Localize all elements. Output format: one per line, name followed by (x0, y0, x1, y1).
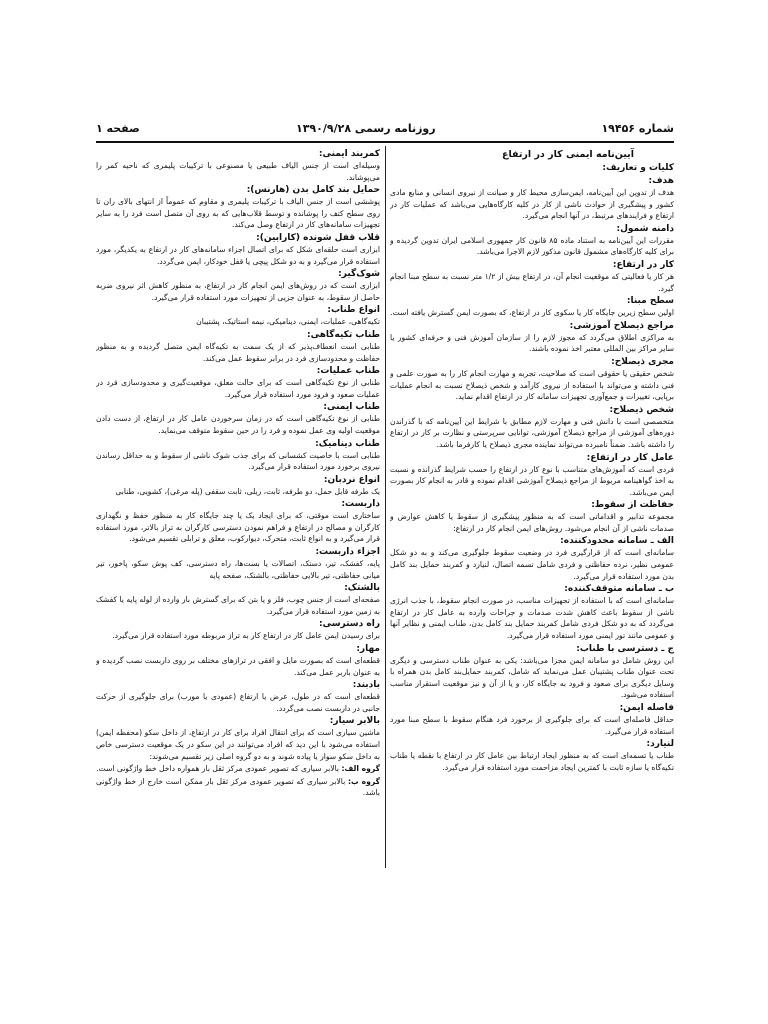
section (390, 259, 674, 294)
section-heading: ب ـ سامانه متوقف‌کننده: (564, 584, 674, 595)
section-text: حداقل فاصله‌ای است که برای جلوگیری از برخورد فرد هنگام سقوط با سطح مبنا مورد استفاده قرار می‌گیرد. (390, 715, 674, 736)
section (390, 162, 674, 174)
page-number: صفحه ۱ (96, 122, 140, 135)
section-text: تکیه‌گاهی، عملیات، ایمنی، دینامیکی، نیمه استاتیک، پشتیبان (196, 317, 380, 327)
section (390, 175, 674, 222)
section (96, 498, 380, 545)
section-heading: لنیارد: (646, 739, 674, 750)
section-text: صفحه‌ای است از جنس چوب، فلز و یا بتن که برای گسترش بار وارده از لوله پایه یا کفشک به زمین مورد استفاده قرار می‌گیرد. (96, 595, 380, 616)
section-text: طنابی است انعطاف‌پذیر که از یک سمت به تکیه‌گاه ایمن متصل گردیده و به منظور حفاظت و محدودسازی فرد در برابر سقوط عمل می‌کند. (96, 341, 380, 363)
section-text: طناب یا تسمه‌ای است که به منظور ایجاد ارتباط بین عامل کار در ارتفاع با نقطه یا طناب تکیه‌گاه یا سازه ثابت با کمترین ایجاد مزاحمت مورد استفاده قرار می‌گیرد. (390, 751, 674, 772)
group-b-label: گروه ب: (347, 776, 380, 786)
section-text: یک طرفه قابل حمل، دو طرفه، ثابت، ریلی، ثابت سقفی (پله مرغی)، کشویی، طنابی (115, 486, 380, 496)
section (390, 535, 674, 582)
section (96, 268, 380, 303)
section-heading: شوک‌گیر: (338, 269, 380, 280)
section-heading: مجری ذیصلاح: (611, 356, 674, 367)
section (96, 618, 380, 642)
group-a-paragraph (96, 763, 380, 775)
section-heading: کلیات و تعاریف: (602, 163, 674, 173)
section (390, 404, 674, 451)
section-text: ابزاری است که در روش‌های ایمن انجام کار در ارتفاع، به منظور کاهش اثر نیروی ضربه حاصل از سقوط، به عنوان جزیی از تجهیزات مورد استفاده قرار می‌گیرد. (96, 281, 380, 302)
section-heading: ج ـ دسترسی با طناب: (576, 643, 674, 654)
section-heading: کمربند ایمنی: (318, 149, 380, 159)
section (390, 452, 674, 499)
section (390, 320, 674, 355)
section-heading: اجزاء داربست: (315, 547, 380, 558)
group-a-text: بالابر سیاری که تصویر عمودی مرکز ثقل بار همواره داخل خط واژگونی است. (96, 764, 340, 774)
section-heading: کار در ارتفاع: (612, 259, 674, 270)
section (96, 643, 380, 678)
document-title: آیین‌نامه ایمنی کار در ارتفاع (501, 149, 634, 160)
section (96, 148, 380, 183)
section-heading: حمایل بند کامل بدن (هارنس): (246, 185, 380, 196)
section (96, 329, 380, 364)
section-text: طنابی است با خاصیت کشسانی که برای جذب شوک ناشی از سقوط و به حداقل رساندن نیروی برخورد مورد استفاده قرار می‌گیرد. (96, 450, 380, 472)
section-heading: بالشتک: (344, 583, 380, 594)
section (96, 184, 380, 231)
section-text: فردی است که آموزش‌های متناسب با نوع کار در ارتفاع را حسب شرایط گذرانده و نسبت به اخذ گواهینامه مربوط از مراجع ذیصلاح آموزشی اقدام نموده و قادر به انجام کار بصورت ایمن می‌باشد. (390, 464, 674, 497)
section-text: هدف از تدوین این آیین‌نامه، ایمن‌سازی محیط کار و صیانت از نیروی انسانی و منابع مادی کشور و پیشگیری از حوادث ناشی از کار در کلیه کارگاه‌هایی می‌باشد که عملیات کار در ارتفاع و فرایندهای مرتبط، در آنها انجام می‌گیرد. (390, 188, 674, 221)
section-text: طنابی از نوع تکیه‌گاهی است که برای حالت معلق، موقعیت‌گیری و محدودسازی فرد در عملیات صعود و فرود مورد استفاده قرار می‌گیرد. (96, 378, 380, 399)
section (390, 295, 674, 319)
section (96, 546, 380, 581)
left-column (96, 148, 380, 878)
section (96, 679, 380, 714)
issue-number: شماره ۱۹۴۵۶ (601, 122, 674, 135)
section (96, 474, 380, 498)
section-heading: عامل کار در ارتفاع: (586, 452, 674, 463)
section (390, 356, 674, 403)
section (96, 401, 380, 436)
gazette-date: روزنامه رسمی ۱۳۹۰/۹/۲۸ (296, 122, 436, 135)
section-heading: انواع طناب: (327, 305, 380, 316)
section-heading: فاصله ایمن: (619, 703, 674, 713)
section (390, 499, 674, 534)
section (96, 232, 380, 267)
section-heading: طناب عملیات: (316, 366, 380, 377)
section-text: اولین سطح زیرین جایگاه کار یا سکوی کار در ارتفاع، که بصورت ایمن گسترش یافته است. (390, 308, 674, 318)
section-heading: طناب تکیه‌گاهی: (306, 329, 380, 340)
section-heading: مراجع ذیصلاح آموزشی: (569, 320, 674, 331)
section-text: شخص حقیقی یا حقوقی است که صلاحیت، تجربه و مهارت انجام کار را به صورت علمی و فنی داشته و می‌تواند با استفاده از نیروی کارآمد و شخص ذیصلاح نسبت به انجام عملیات برپایی، تغییرات و جمع‌آوری تجهیزات سامانه کار در ارتفاع اقدام نماید. (390, 368, 674, 402)
section-text: هر کار یا فعالیتی که موقعیت انجام آن، در ارتفاع بیش از ۱/۲ متر نسبت به سطح مبنا انجام گیرد. (390, 271, 674, 293)
section (390, 223, 674, 258)
section-text: مجموعه تدابیر و اقداماتی است که به منظور پیشگیری از سقوط یا کاهش عوارض و صدمات ناشی از آن انجام می‌شود. روش‌های ایمن انجام کار در ارتفاع: (390, 512, 674, 533)
section-heading: بالابر سیار: (329, 716, 380, 727)
section-text: پوششی است از جنس الیاف با ترکیبات پلیمری و مقاوم که عموماً از انتهای بالای ران تا روی سطح کتف را پوشانده و توسط قلاب‌هایی که به روی آن متصل است فرد را به سایر تجهیزات سامانه‌های کار در ارتفاع وصل می‌کند. (96, 197, 380, 230)
section-heading: راه دسترسی: (318, 619, 380, 630)
section (390, 643, 674, 701)
group-a-label: گروه الف: (341, 764, 380, 774)
right-column (390, 148, 674, 878)
section-text: به مراکزی اطلاق می‌گردد که مجوز لازم را از سازمان آموزش فنی و حرفه‌ای کشور یا سایر مراکز بین المللی معتبر اخذ نموده باشند. (390, 332, 674, 354)
section-text: متخصصی است با دانش فنی و مهارت لازم مطابق با شرایط این آیین‌نامه که با گذراندن دوره‌های آموزشی از مراجع ذیصلاح آموزشی، توانایی سرپرستی و نظارت بر کار در ارتفاع را داشته باشد. ضمناً نامبرده می‌تواند نماینده مجری ذیصلاح یا کارفرما باشد. (390, 416, 674, 449)
section-heading: طناب دینامیک: (315, 438, 380, 449)
left-sections (96, 148, 380, 762)
section-heading: شخص ذیصلاح: (609, 404, 674, 415)
section-text: پایه، کفشک، تیر، دستک، اتصالات یا بست‌ها، راه دسترسی، کف پوش سکو، پاخور، تیر میانی حفاظتی، تیر بالایی حفاظتی، بالشتک، صفحه پایه (96, 559, 380, 580)
section-text: ساختاری است موقتی، که برای ایجاد یک یا چند جایگاه کار به منظور حفظ و نگهداری کارگران و مصالح در ارتفاع و فراهم نمودن دسترسی کارگران به تراز بالاتر، مورد استفاده قرار می‌گیرد و به انواع ثابت، متحرک، دیوارکوب، معلق و ترابلی تقسیم می‌شود. (96, 511, 380, 544)
section (96, 365, 380, 400)
section-text: برای رسیدن ایمن عامل کار در ارتفاع کار به تراز مربوطه مورد استفاده قرار می‌گیرد. (112, 631, 380, 641)
section-heading: داربست: (341, 499, 380, 510)
section (390, 738, 674, 773)
header-rule (96, 141, 674, 143)
section (96, 438, 380, 473)
section (390, 583, 674, 641)
section-text: ابزاری است حلقه‌ای شکل که برای اتصال اجزاء سامانه‌های کار در ارتفاع به یکدیگر، مورد استفاده قرار می‌گیرد و به دو شکل پیچی یا قفل خودکار، ایمن می‌گردد. (96, 244, 380, 266)
section-text: سامانه‌ای است که با استفاده از تجهیزات مناسب، در صورت انجام سقوط، با جذب انرژی ناشی از سقوط باعث کاهش شدت صدمات و جراحات وارده به عامل کار در ارتفاع می‌گردد که به دو شکل فردی شامل کمربند حمایل بند کامل بدن، طناب ایمنی و نظایر آنها و عمومی مانند تور ایمنی مورد استفاده قرار می‌گیرد. (390, 596, 674, 641)
section-heading: حفاظت از سقوط: (591, 500, 674, 511)
section-text: قطعه‌ای است که بصورت مایل و افقی در ترازهای مختلف بر روی داربست نصب گردیده و به عنوان باربر عمل می‌کند. (96, 656, 380, 677)
section-text: وسیله‌ای است از جنس الیاف طبیعی یا مصنوعی با ترکیبات پلیمری که ناحیه کمر را می‌پوشاند. (96, 161, 380, 182)
right-sections (390, 162, 674, 773)
section-heading: سطح مبنا: (626, 296, 674, 307)
section (96, 582, 380, 617)
section-heading: انواع نردبان: (323, 474, 380, 485)
section-heading: بادبند: (352, 680, 380, 691)
group-b-paragraph (96, 776, 380, 799)
column-divider (385, 146, 386, 868)
section-heading: قلاب قفل شونده (کارابین): (256, 232, 380, 243)
section (96, 304, 380, 328)
section-heading: طناب ایمنی: (323, 402, 380, 413)
section-heading: مهار: (356, 644, 380, 655)
section-text: مقررات این آیین‌نامه به استناد ماده ۸۵ قانون کار جمهوری اسلامی ایران تدوین گردیده و برای کلیه کارگاه‌های مشمول قانون مذکور لازم الاجرا می‌باشد. (390, 235, 674, 257)
section-text: سامانه‌ای است که از قرارگیری فرد در وضعیت سقوط جلوگیری می‌کند و به دو شکل عمومی نظیر، نرده حفاظتی و فردی شامل تسمه اتصال، لنیارد و کمربند حمایل بند کامل بدن مورد استفاده قرار می‌گیرد. (390, 548, 674, 581)
page-header (96, 118, 674, 140)
section (96, 715, 380, 762)
section-text: ماشین سیاری است که برای انتقال افراد برای کار در ارتفاع، از داخل سکو (محفظه ایمن) استفاده می‌شود با این دید که افراد می‌توانند در این سکو در یک موقعیت دسترسی خاص به داخل سکو سوار یا پیاده شوند و به دو گروه اصلی زیر تقسیم می‌شوند: (96, 728, 380, 761)
section (390, 702, 674, 737)
section-text: قطعه‌ای است که در طول، عرض یا ارتفاع (عمودی یا مورب) برای جلوگیری از حرکت جانبی در داربست نصب می‌گردد. (96, 692, 380, 713)
group-b-text: بالابر سیاری که تصویر عمودی مرکز ثقل بار ممکن است خارج از خط واژگونی باشد. (96, 776, 380, 798)
section-heading: دامنه شمول: (616, 223, 674, 234)
section-heading: الف ـ سامانه محدودکننده: (560, 536, 674, 547)
section-text: طنابی از نوع تکیه‌گاهی است که در زمان سرخوردن عامل کار در ارتفاع، از دست دادن موقعیت اولیه وی عمل نموده و فرد را در حین سقوط متوقف می‌نماید. (96, 414, 380, 435)
section-text: این روش شامل دو سامانه ایمن مجزا می‌باشد: یکی به عنوان طناب دسترسی و دیگری تحت عنوان طناب پشتیبان عمل می‌نماید که شامل، کمربند حمایل‌بند کامل بدن همراه با وسایل دیگری برای صعود و فرود به جایگاه کار، و یا از آن و نیز موقعیت استقرار مناسب استفاده می‌شود. (390, 655, 674, 700)
section-heading: هدف: (648, 176, 674, 186)
